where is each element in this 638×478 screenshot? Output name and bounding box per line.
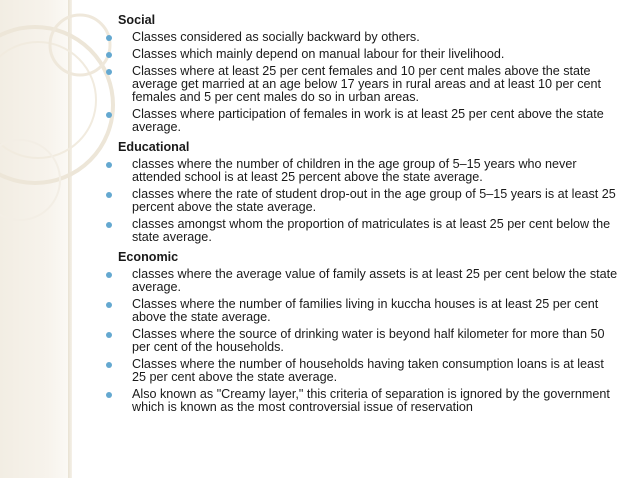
list-item xyxy=(100,65,620,104)
list-item xyxy=(100,108,620,134)
item-text: Classes where at least 25 per cent females and 10 per cent males above the state average get married at an age below 17 years in rural areas and at least 10 per cent females and 5 per cent males do so in urban areas. xyxy=(132,64,602,104)
list-item xyxy=(100,158,620,184)
list-item xyxy=(100,388,620,414)
item-text: Classes where participation of females in work is at least 25 per cent above the state average. xyxy=(132,107,604,134)
item-text: Classes which mainly depend on manual labour for their livelihood. xyxy=(132,47,505,61)
bullet-icon xyxy=(106,332,112,338)
item-text: Classes where the number of households having taken consumption loans is at least 25 per cent above the state average. xyxy=(132,357,604,384)
bullet-icon xyxy=(106,302,112,308)
bullet-icon xyxy=(106,69,112,75)
slide-content xyxy=(100,8,620,417)
bullet-icon xyxy=(106,222,112,228)
bullet-icon xyxy=(106,192,112,198)
list-item xyxy=(100,268,620,294)
bullet-icon xyxy=(106,272,112,278)
item-text: classes where the rate of student drop-out in the age group of 5–15 years is at least 25 percent above the state average. xyxy=(132,187,616,214)
bullet-icon xyxy=(106,392,112,398)
list-item xyxy=(100,328,620,354)
item-text: classes where the average value of family assets is at least 25 per cent below the state average. xyxy=(132,267,618,294)
bullet-icon xyxy=(106,162,112,168)
item-text: classes amongst whom the proportion of matriculates is at least 25 per cent below the state average. xyxy=(132,217,611,244)
bullet-icon xyxy=(106,362,112,368)
bullet-icon xyxy=(106,112,112,118)
heading-economic: Economic xyxy=(118,250,179,264)
list-item xyxy=(100,218,620,244)
list-item xyxy=(100,298,620,324)
item-text: Classes considered as socially backward by others. xyxy=(132,30,420,44)
bullet-icon xyxy=(106,35,112,41)
list-item xyxy=(100,188,620,214)
bullet-icon xyxy=(106,52,112,58)
heading-educational: Educational xyxy=(118,140,190,154)
list-item xyxy=(100,358,620,384)
item-text: Also known as "Creamy layer," this criteria of separation is ignored by the government which is known as the most controversial issue of reservation xyxy=(132,387,610,414)
heading-social: Social xyxy=(118,13,156,27)
list-item xyxy=(100,48,620,61)
item-text: classes where the number of children in the age group of 5–15 years who never attended school is at least 25 percent above the state average. xyxy=(132,157,577,184)
list-item xyxy=(100,31,620,44)
item-text: Classes where the number of families living in kuccha houses is at least 25 per cent above the state average. xyxy=(132,297,599,324)
item-text: Classes where the source of drinking water is beyond half kilometer for more than 50 per cent of the households. xyxy=(132,327,605,354)
